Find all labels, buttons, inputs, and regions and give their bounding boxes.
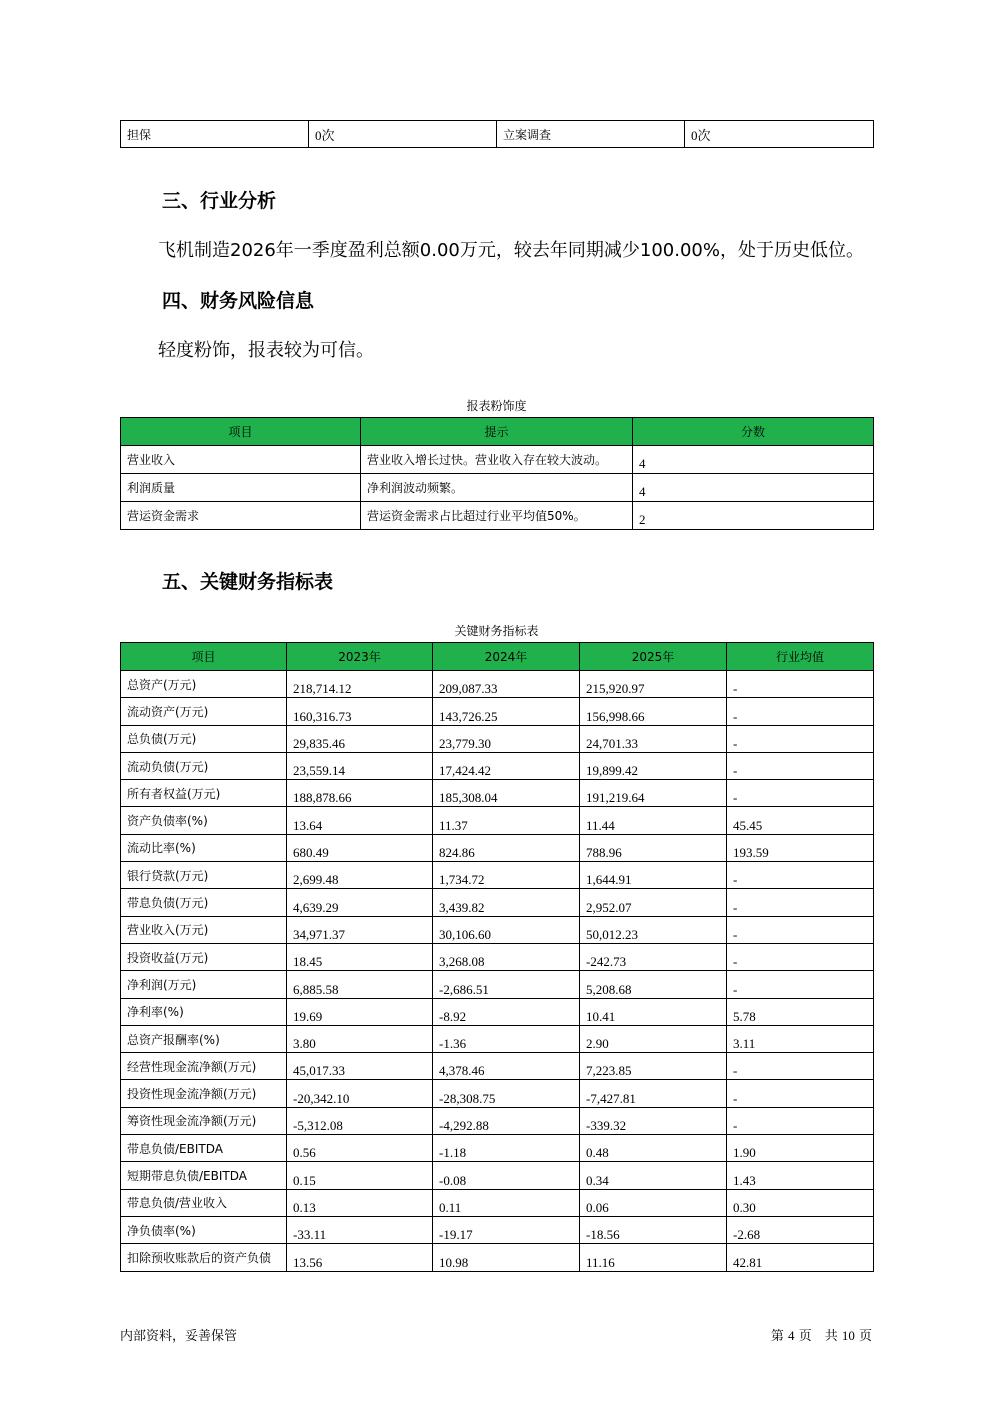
table-cell: 185,308.04 xyxy=(433,780,580,807)
table-cell: 3.11 xyxy=(727,1025,874,1052)
table-cell: 11.37 xyxy=(433,807,580,834)
table-cell: 788.96 xyxy=(580,834,727,861)
table-cell: - xyxy=(727,1053,874,1080)
table-row xyxy=(121,1080,874,1107)
footer-text: 页 xyxy=(858,1329,872,1344)
table-cell: 218,714.12 xyxy=(287,671,433,698)
column-header: 项目 xyxy=(121,643,287,671)
table-row xyxy=(121,834,874,861)
kfi-table-caption: 关键财务指标表 xyxy=(454,624,539,638)
table-cell: - xyxy=(727,862,874,889)
table-cell: - xyxy=(727,671,874,698)
table-row xyxy=(121,1162,874,1189)
table-cell: - xyxy=(727,971,874,998)
footer-confidential-note: 内部资料，妥善保管 xyxy=(120,1329,238,1344)
table-cell: 营运资金需求占比超过行业平均值50%。 xyxy=(361,502,633,530)
table-cell: -18.56 xyxy=(580,1216,727,1243)
table-row xyxy=(121,474,874,502)
table-cell: 10.41 xyxy=(580,998,727,1025)
row-label: 资产负债率(%) xyxy=(121,807,287,834)
footer-text: 页 共 xyxy=(798,1329,838,1344)
table-cell: 11.44 xyxy=(580,807,727,834)
table-row xyxy=(121,943,874,970)
row-label: 营业收入 xyxy=(121,446,361,474)
table-cell: 160,316.73 xyxy=(287,698,433,725)
column-header: 分数 xyxy=(633,418,874,446)
risk-table-caption: 报表粉饰度 xyxy=(466,399,527,413)
table-cell: 50,012.23 xyxy=(580,916,727,943)
table-cell: 17,424.42 xyxy=(433,752,580,779)
section-heading-industry: 三、行业分析 xyxy=(162,190,277,212)
table-cell: 156,998.66 xyxy=(580,698,727,725)
key-financial-indicators-table xyxy=(120,642,874,1272)
table-cell: 680.49 xyxy=(287,834,433,861)
row-label: 总负债(万元) xyxy=(121,725,287,752)
row-label: 净利率(%) xyxy=(121,998,287,1025)
table-cell: -242.73 xyxy=(580,943,727,970)
section-heading-risk: 四、财务风险信息 xyxy=(162,290,315,312)
table-row xyxy=(121,1053,874,1080)
table-cell: 0.56 xyxy=(287,1135,433,1162)
table-cell: - xyxy=(727,1080,874,1107)
table-cell: -0.08 xyxy=(433,1162,580,1189)
table-cell: 42.81 xyxy=(727,1244,874,1271)
table-row xyxy=(121,1216,874,1243)
table-cell: 30,106.60 xyxy=(433,916,580,943)
table-cell: 净利润波动频繁。 xyxy=(361,474,633,502)
row-label: 净利润(万元) xyxy=(121,971,287,998)
table-cell: 188,878.66 xyxy=(287,780,433,807)
table-cell: -339.32 xyxy=(580,1107,727,1134)
row-label: 流动比率(%) xyxy=(121,834,287,861)
table-cell: 19.69 xyxy=(287,998,433,1025)
table-row xyxy=(121,889,874,916)
table-cell: -4,292.88 xyxy=(433,1107,580,1134)
table-cell: 6,885.58 xyxy=(287,971,433,998)
row-label: 短期带息负债/EBITDA xyxy=(121,1162,287,1189)
table-cell: -1.18 xyxy=(433,1135,580,1162)
table-row xyxy=(121,916,874,943)
table-cell: 4,378.46 xyxy=(433,1053,580,1080)
table-cell: 4 xyxy=(633,474,874,502)
table-cell: -1.36 xyxy=(433,1025,580,1052)
column-header: 2024年 xyxy=(433,643,580,671)
table-cell: 23,779.30 xyxy=(433,725,580,752)
table-cell: 0.34 xyxy=(580,1162,727,1189)
table-cell: - xyxy=(727,725,874,752)
risk-table xyxy=(120,417,874,530)
table-cell: - xyxy=(727,1107,874,1134)
table-cell: -20,342.10 xyxy=(287,1080,433,1107)
table-cell: - xyxy=(727,916,874,943)
table-cell: 13.56 xyxy=(287,1244,433,1271)
table-cell: 11.16 xyxy=(580,1244,727,1271)
column-header: 2023年 xyxy=(287,643,433,671)
total-pages: 10 xyxy=(841,1328,855,1343)
table-row xyxy=(121,807,874,834)
table-row xyxy=(121,780,874,807)
table-cell: 209,087.33 xyxy=(433,671,580,698)
table-cell: 1.90 xyxy=(727,1135,874,1162)
table-row xyxy=(121,752,874,779)
table-cell: -28,308.75 xyxy=(433,1080,580,1107)
table-cell: - xyxy=(727,780,874,807)
table-cell: 4 xyxy=(633,446,874,474)
row-label: 投资性现金流净额(万元) xyxy=(121,1080,287,1107)
table-cell: 立案调查 xyxy=(497,121,685,148)
table-cell: 191,219.64 xyxy=(580,780,727,807)
section-heading-kfi: 五、关键财务指标表 xyxy=(162,571,334,593)
table-cell: 营业收入增长过快。营业收入存在较大波动。 xyxy=(361,446,633,474)
table-row xyxy=(121,725,874,752)
row-label: 流动负债(万元) xyxy=(121,752,287,779)
column-header: 行业均值 xyxy=(727,643,874,671)
row-label: 流动资产(万元) xyxy=(121,698,287,725)
table-cell: 2,952.07 xyxy=(580,889,727,916)
table-row xyxy=(121,998,874,1025)
table-cell: 34,971.37 xyxy=(287,916,433,943)
table-cell: 0次 xyxy=(309,121,497,148)
column-header: 提示 xyxy=(361,418,633,446)
table-cell: 45.45 xyxy=(727,807,874,834)
table-cell: -7,427.81 xyxy=(580,1080,727,1107)
table-cell: 5.78 xyxy=(727,998,874,1025)
column-header: 2025年 xyxy=(580,643,727,671)
table-row xyxy=(121,671,874,698)
row-label: 筹资性现金流净额(万元) xyxy=(121,1107,287,1134)
table-cell: 2.90 xyxy=(580,1025,727,1052)
table-row xyxy=(121,862,874,889)
table-row xyxy=(121,971,874,998)
row-label: 投资收益(万元) xyxy=(121,943,287,970)
table-cell: 23,559.14 xyxy=(287,752,433,779)
table-cell: -19.17 xyxy=(433,1216,580,1243)
table-row xyxy=(121,1107,874,1134)
table-cell: 215,920.97 xyxy=(580,671,727,698)
table-cell: 4,639.29 xyxy=(287,889,433,916)
table-cell: - xyxy=(727,889,874,916)
table-cell: 0.15 xyxy=(287,1162,433,1189)
table-cell: 0.11 xyxy=(433,1189,580,1216)
footer-page-number xyxy=(771,1325,872,1344)
table-cell: 1,644.91 xyxy=(580,862,727,889)
footer-text: 第 xyxy=(770,1329,784,1344)
row-label: 带息负债/EBITDA xyxy=(121,1135,287,1162)
table-cell: - xyxy=(727,943,874,970)
row-label: 银行贷款(万元) xyxy=(121,862,287,889)
table-cell: -2.68 xyxy=(727,1216,874,1243)
row-label: 总资产报酬率(%) xyxy=(121,1025,287,1052)
table-cell: -33.11 xyxy=(287,1216,433,1243)
table-cell: -8.92 xyxy=(433,998,580,1025)
table-cell: -2,686.51 xyxy=(433,971,580,998)
row-label: 带息负债(万元) xyxy=(121,889,287,916)
industry-paragraph: 飞机制造2026年一季度盈利总额0.00万元，较去年同期减少100.00%，处于历史低位。 xyxy=(158,240,864,261)
table-cell: 1,734.72 xyxy=(433,862,580,889)
table-row xyxy=(121,1025,874,1052)
table-row xyxy=(121,1189,874,1216)
current-page: 4 xyxy=(788,1328,795,1343)
table-cell: 10.98 xyxy=(433,1244,580,1271)
table-cell: 29,835.46 xyxy=(287,725,433,752)
table-cell: 1.43 xyxy=(727,1162,874,1189)
table-cell: 0.06 xyxy=(580,1189,727,1216)
row-label: 营运资金需求 xyxy=(121,502,361,530)
table-row xyxy=(121,446,874,474)
table-row xyxy=(121,1244,874,1271)
table-row xyxy=(121,121,874,148)
row-label: 经营性现金流净额(万元) xyxy=(121,1053,287,1080)
table-row xyxy=(121,502,874,530)
table-cell: 2,699.48 xyxy=(287,862,433,889)
table-cell: 45,017.33 xyxy=(287,1053,433,1080)
table-cell: 13.64 xyxy=(287,807,433,834)
top-summary-table xyxy=(120,120,874,148)
table-cell: 0.30 xyxy=(727,1189,874,1216)
table-cell: 824.86 xyxy=(433,834,580,861)
table-cell: 3,439.82 xyxy=(433,889,580,916)
row-label: 营业收入(万元) xyxy=(121,916,287,943)
table-row xyxy=(121,698,874,725)
table-cell: 7,223.85 xyxy=(580,1053,727,1080)
risk-paragraph: 轻度粉饰，报表较为可信。 xyxy=(158,340,374,361)
table-header-row xyxy=(121,643,874,671)
table-cell: -5,312.08 xyxy=(287,1107,433,1134)
table-cell: 2 xyxy=(633,502,874,530)
column-header: 项目 xyxy=(121,418,361,446)
table-cell: - xyxy=(727,752,874,779)
table-cell: 0.13 xyxy=(287,1189,433,1216)
table-cell: 担保 xyxy=(121,121,309,148)
table-cell: 0次 xyxy=(685,121,874,148)
row-label: 利润质量 xyxy=(121,474,361,502)
row-label: 扣除预收账款后的资产负债 xyxy=(121,1244,287,1271)
row-label: 总资产(万元) xyxy=(121,671,287,698)
row-label: 净负债率(%) xyxy=(121,1216,287,1243)
table-cell: 193.59 xyxy=(727,834,874,861)
table-header-row xyxy=(121,418,874,446)
table-cell: 5,208.68 xyxy=(580,971,727,998)
table-cell: 3,268.08 xyxy=(433,943,580,970)
row-label: 所有者权益(万元) xyxy=(121,780,287,807)
table-row xyxy=(121,1135,874,1162)
table-cell: 24,701.33 xyxy=(580,725,727,752)
table-cell: 19,899.42 xyxy=(580,752,727,779)
table-cell: 3.80 xyxy=(287,1025,433,1052)
row-label: 带息负债/营业收入 xyxy=(121,1189,287,1216)
table-cell: 0.48 xyxy=(580,1135,727,1162)
table-cell: 18.45 xyxy=(287,943,433,970)
table-cell: 143,726.25 xyxy=(433,698,580,725)
table-cell: - xyxy=(727,698,874,725)
